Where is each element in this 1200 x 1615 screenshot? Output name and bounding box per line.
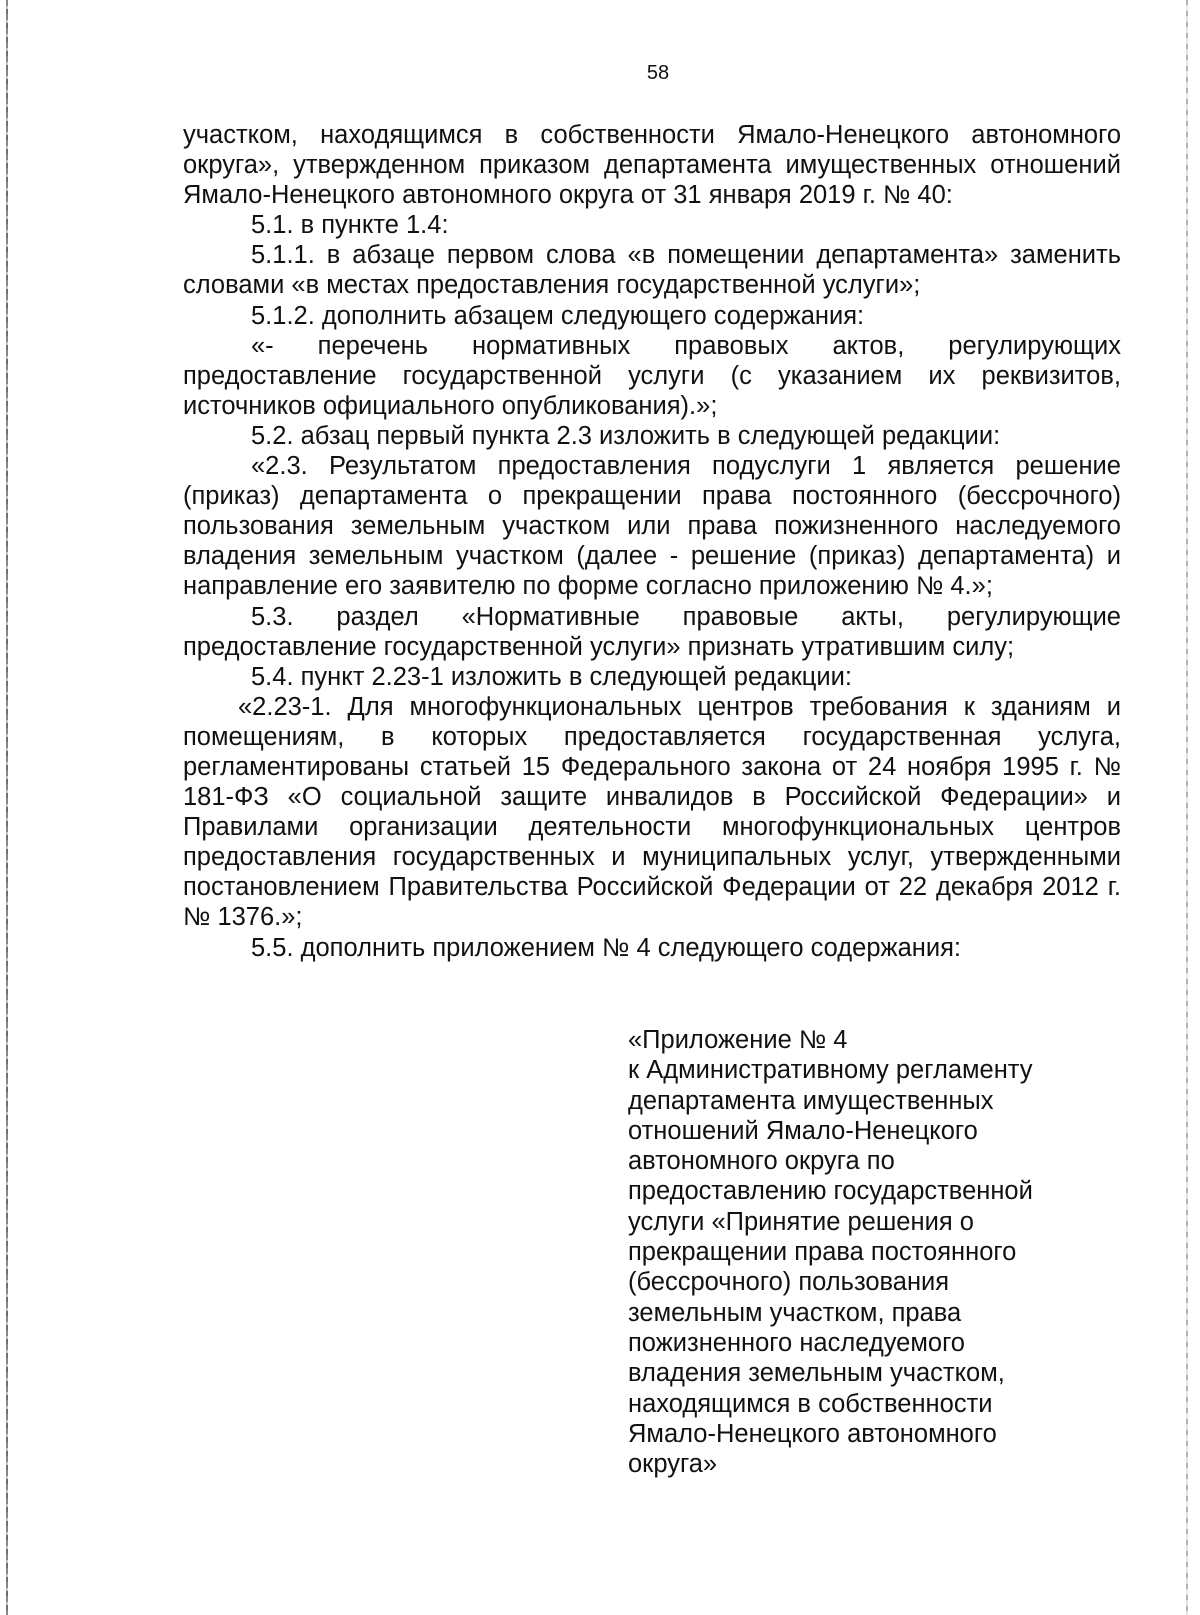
appendix-line: земельным участком, права: [628, 1298, 962, 1327]
body-text: [183, 120, 1121, 963]
appendix-line: услуги «Принятие решения о: [628, 1207, 974, 1236]
paragraph-11: 5.5. дополнить приложением № 4 следующего содержания:: [251, 933, 961, 962]
appendix-line: автономного округа по: [628, 1147, 895, 1176]
appendix-line: «Приложение № 4: [628, 1026, 848, 1054]
appendix-line: предоставлению государственной: [628, 1177, 1033, 1206]
paragraph-2: 5.1. в пункте 1.4:: [251, 211, 449, 240]
scan-edge-right: [1186, 0, 1188, 1615]
appendix-line: находящимся в собственности: [628, 1389, 993, 1418]
page-number: 58: [646, 62, 670, 84]
paragraph-10: «2.23-1. Для многофункциональных центров требования к зданиям и помещениям, в которых предоставляется государственная услуга, регламентированы статьей 15 Федерального закона от 24 ноября 1995 г. № 181-ФЗ «О социальной защите инвалидов в Российской Федерации» и Правилами организации деятельности многофункциональных центров предоставления государственных и муниципальных услуг, утвержденными постановлением Правительства Российской Федерации от 22 декабря 2012 г. № 1376.»;: [183, 692, 1121, 932]
paragraph-8: 5.3. раздел «Нормативные правовые акты, регулирующие предоставление государственной услуги» признать утратившим силу;: [183, 602, 1121, 661]
paragraph-4: 5.1.2. дополнить абзацем следующего содержания:: [251, 301, 865, 330]
paragraph-9: 5.4. пункт 2.23-1 изложить в следующей редакции:: [251, 662, 852, 691]
appendix-line: прекращении права постоянного: [628, 1238, 1017, 1267]
appendix-line: пожизненного наследуемого: [628, 1328, 965, 1357]
appendix-line: владения земельным участком,: [628, 1359, 1005, 1388]
paragraph-3: 5.1.1. в абзаце первом слова «в помещении департамента» заменить словами «в местах предоставления государственной услуги»;: [183, 241, 1121, 300]
paragraph-5: «- перечень нормативных правовых актов, регулирующих предоставление государственной услуги (с указанием их реквизитов, источников официального опубликования).»;: [183, 331, 1121, 420]
paragraph-1: участком, находящимся в собственности Ямало-Ненецкого автономного округа», утвержденном приказом департамента имущественных отношений Ямало-Ненецкого автономного округа от 31 января 2019 г. № 40:: [183, 121, 1121, 210]
scan-edge-left: [6, 0, 8, 1615]
appendix-line: отношений Ямало-Ненецкого: [628, 1116, 978, 1145]
appendix-line: к Административному регламенту: [628, 1056, 1033, 1085]
paragraph-6: 5.2. абзац первый пункта 2.3 изложить в следующей редакции:: [251, 421, 1001, 450]
appendix-header: [628, 1025, 1098, 1479]
appendix-line: (бессрочного) пользования: [628, 1268, 950, 1297]
appendix-line: Ямало-Ненецкого автономного: [628, 1419, 997, 1448]
paragraph-7: «2.3. Результатом предоставления подуслуги 1 является решение (приказ) департамента о прекращении права постоянного (бессрочного) пользования земельным участком или права пожизненного наследуемого владения земельным участком (далее - решение (приказ) департамента) и направление его заявителю по форме согласно приложению № 4.»;: [183, 452, 1121, 601]
appendix-line: департамента имущественных: [628, 1086, 994, 1115]
appendix-line: округа»: [628, 1450, 718, 1479]
